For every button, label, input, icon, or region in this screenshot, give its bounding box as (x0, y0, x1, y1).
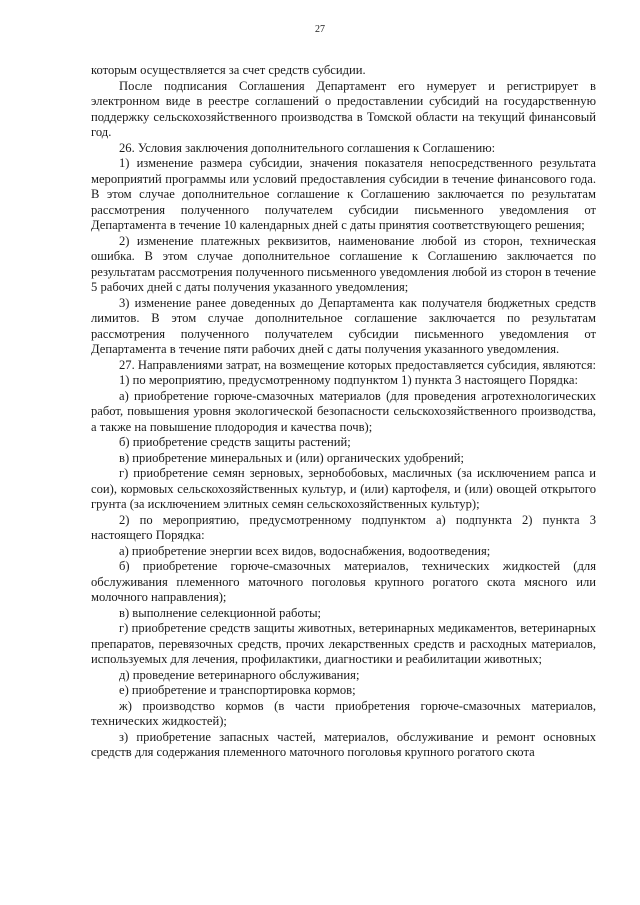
clause-26-heading: 26. Условия заключения дополнительного соглашения к Соглашению: (119, 140, 496, 155)
clause-26-item-3: 3) изменение ранее доведенных до Департамента как получателя бюджетных средств лимитов. В этом случае дополнительное соглашение заключается по результатам рассмотрения полученного получателем субсидии письменного уведомления от Департамента в течение пяти рабочих дней с даты получения указанного уведомления. (91, 295, 596, 356)
clause-27-item-1-c: в) приобретение минеральных и (или) органических удобрений; (119, 450, 465, 465)
paragraph-registration: После подписания Соглашения Департамент его нумерует и регистрирует в электронном виде в реестре соглашений о предоставлении субсидий на государственную поддержку сельскохозяйственного производства в Томской области на текущий финансовый год. (91, 78, 596, 139)
clause-27-item-2-c: в) выполнение селекционной работы; (119, 605, 322, 620)
clause-27-item-2-a: а) приобретение энергии всех видов, водоснабжения, водоотведения; (119, 543, 491, 558)
clause-27-item-1-b: б) приобретение средств защиты растений; (119, 435, 351, 449)
clause-27-item-2: 2) по мероприятию, предусмотренному подпунктом а) подпункта 2) пункта 3 настоящего Порядка: (91, 512, 596, 542)
clause-26-item-2: 2) изменение платежных реквизитов, наименование любой из сторон, техническая ошибка. В этом случае дополнительное соглашение к Соглашению заключается по результатам рассмотрения полученного письменного уведомления любой из сторон в течение 5 рабочих дней с даты получения указанного уведомления; (91, 233, 596, 294)
clause-27-item-2-h: з) приобретение запасных частей, материалов, обслуживание и ремонт основных средств для содержания племенного маточного поголовья крупного рогатого скота (91, 729, 596, 759)
clause-27-item-2-b: б) приобретение горюче-смазочных материалов, технических жидкостей (для обслуживания племенного маточного поголовья крупного рогатого скота мясного или молочного направления); (91, 559, 596, 604)
clause-27-item-1: 1) по мероприятию, предусмотренному подпунктом 1) пункта 3 настоящего Порядка: (119, 373, 578, 387)
clause-27-item-2-d: г) приобретение средств защиты животных, ветеринарных медикаментов, ветеринарных препаратов, перевязочных средств, прочих лекарственных средств и расходных материалов, используемых для лечения, профилактики, диагностики и реабилитации животных; (91, 621, 596, 666)
clause-27-item-2-e: д) проведение ветеринарного обслуживания; (119, 667, 360, 682)
paragraph-continuation: которым осуществляется за счет средств субсидии. (91, 63, 366, 77)
clause-27-item-1-a: а) приобретение горюче-смазочных материалов (для проведения агротехнологических работ, повышения уровня экологической безопасности сельскохозяйственного производства, а также на повышение плодородия и качества почв); (91, 388, 596, 434)
clause-27-item-2-f: е) приобретение и транспортировка кормов; (119, 683, 356, 697)
document-body (91, 63, 596, 761)
page-number: 27 (315, 24, 325, 35)
clause-27-heading: 27. Направлениями затрат, на возмещение которых предоставляется субсидия, являются: (119, 357, 596, 372)
clause-26-item-1: 1) изменение размера субсидии, значения показателя непосредственного результата мероприятий программы или условий предоставления субсидии в течение финансового года. В этом случае дополнительное соглашение к Соглашению заключается по результатам рассмотрения полученного получателем субсидии письменного уведомления от Департамента в течение 10 календарных дней с даты принятия соответствующего решения; (91, 156, 596, 232)
clause-27-item-2-g: ж) производство кормов (в части приобретения горюче-смазочных материалов, технических жидкостей); (91, 698, 596, 728)
clause-27-item-1-d: г) приобретение семян зерновых, зернобобовых, масличных (за исключением рапса и сои), кормовых сельскохозяйственных культур, и (или) картофеля, и (или) овощей открытого грунта (за исключением элитных семян сельскохозяйственных культур); (91, 466, 596, 511)
